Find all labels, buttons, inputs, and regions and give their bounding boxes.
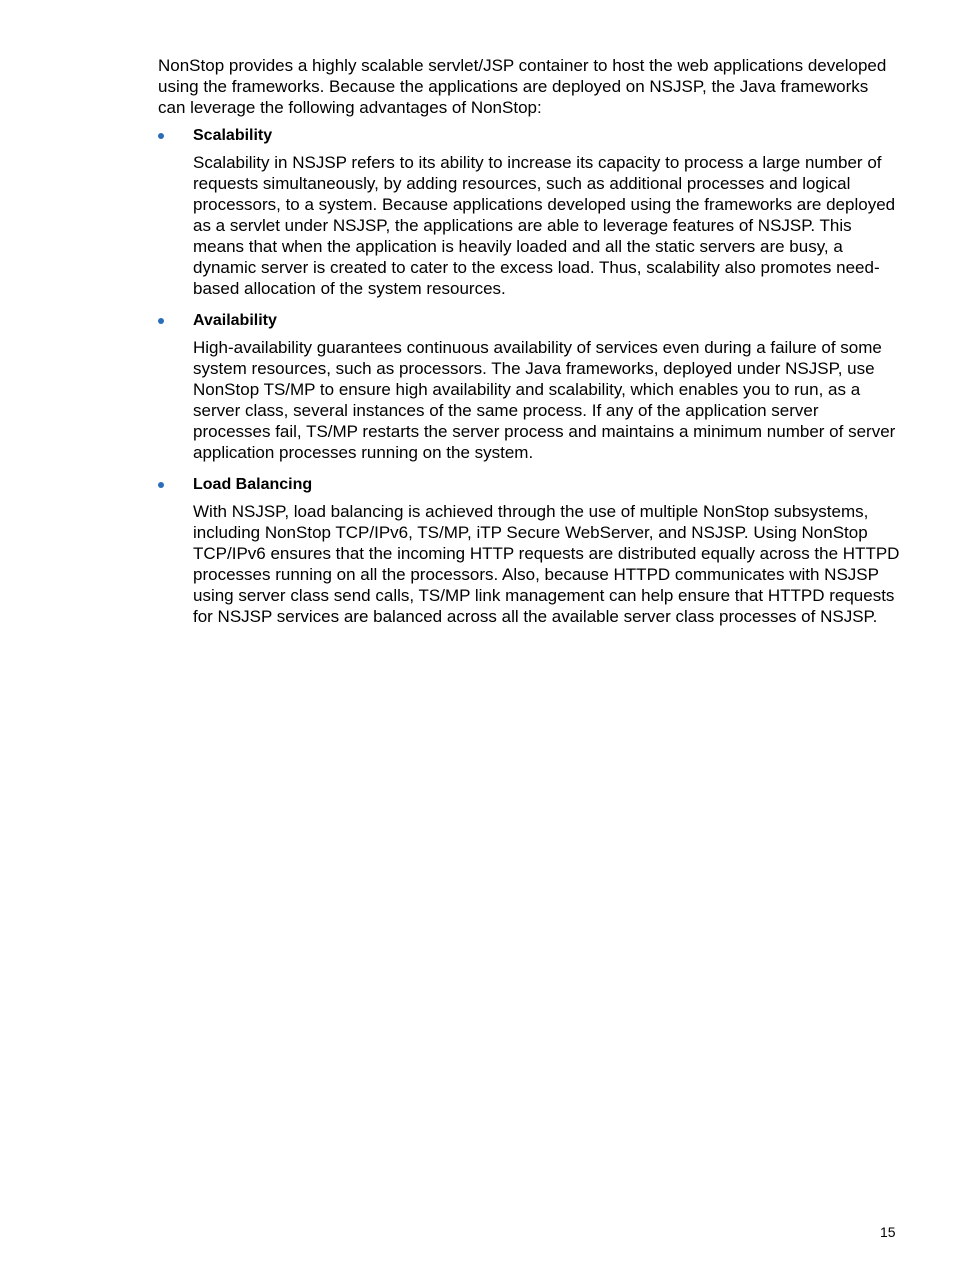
bullet-icon xyxy=(158,318,164,324)
bullet-heading: Load Balancing xyxy=(193,476,313,493)
bullet-heading: Scalability xyxy=(193,127,273,144)
list-item-scalability xyxy=(158,125,900,299)
list-item-load-balancing xyxy=(158,474,900,627)
page-content xyxy=(158,55,900,627)
list-item-availability xyxy=(158,310,900,463)
intro-paragraph: NonStop provides a highly scalable servlet/JSP container to host the web applications developed using the frameworks. Because the applications are deployed on NSJSP, the Java frameworks can leverage the following advantages of NonStop: xyxy=(158,56,887,117)
bullet-body: High-availability guarantees continuous availability of services even during a failure of some system resources, such as processors. The Java frameworks, deployed under NSJSP, use NonStop TS/MP to ensure high availability and scalability, which enables you to run, as a server class, several instances of the same process. If any of the application server processes fail, TS/MP restarts the server process and maintains a minimum number of server application processes running on the system. xyxy=(193,338,896,462)
advantages-list xyxy=(158,125,900,627)
bullet-heading: Availability xyxy=(193,312,277,329)
page-number: 15 xyxy=(880,1224,896,1240)
bullet-icon xyxy=(158,482,164,488)
bullet-body: Scalability in NSJSP refers to its ability to increase its capacity to process a large number of requests simultaneously, by adding resources, such as additional processes and logical processors, to a system. Because applications developed using the frameworks are deployed as a servlet under NSJSP, the applications are able to leverage features of NSJSP. This means that when the application is heavily loaded and all the static servers are busy, a dynamic server is created to cater to the excess load. Thus, scalability also promotes need-based allocation of the system resources. xyxy=(193,153,896,298)
bullet-icon xyxy=(158,133,164,139)
bullet-body: With NSJSP, load balancing is achieved through the use of multiple NonStop subsystems, including NonStop TCP/IPv6, TS/MP, iTP Secure WebServer, and NSJSP. Using NonStop TCP/IPv6 ensures that the incoming HTTP requests are distributed equally across the HTTPD processes running on all the processors. Also, because HTTPD communicates with NSJSP using server class send calls, TS/MP link management can help ensure that HTTPD requests for NSJSP services are balanced across all the available server class processes of NSJSP. xyxy=(193,502,900,626)
